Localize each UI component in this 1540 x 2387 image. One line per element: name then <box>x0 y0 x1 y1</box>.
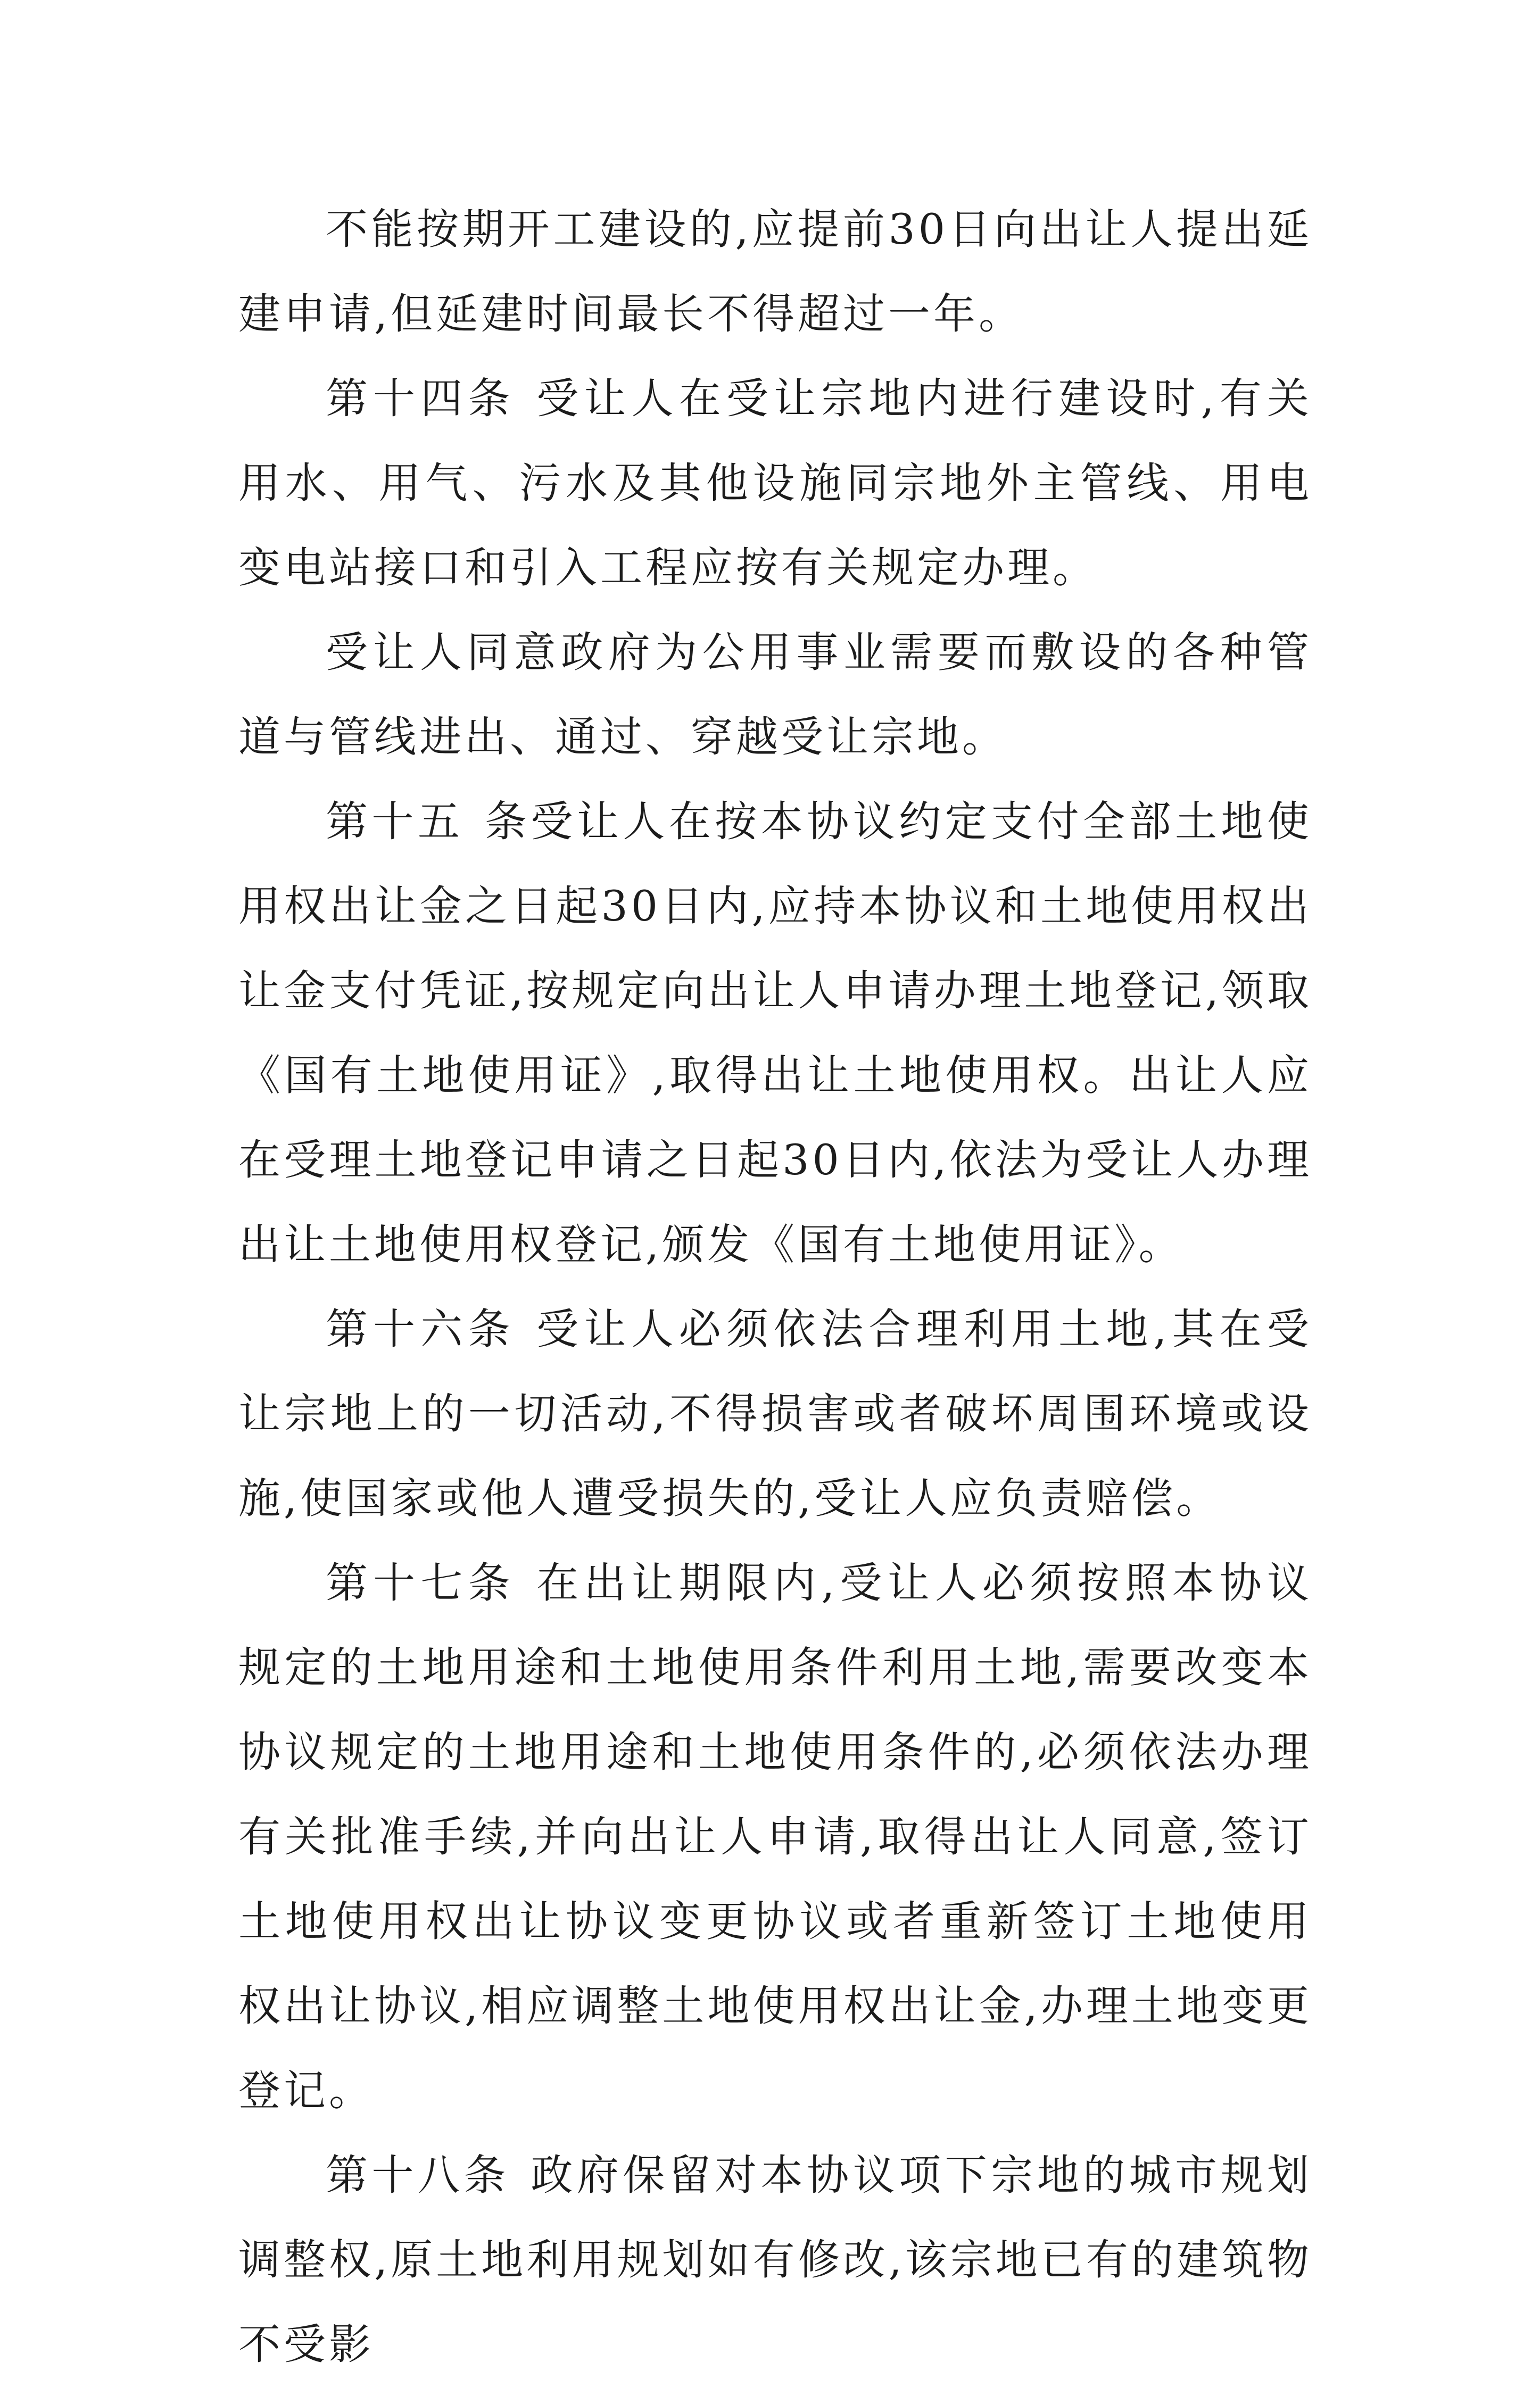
paragraph-text: 在出让期限内,受让人必须按照本协议规定的土地用途和土地使用条件利用土地,需要改变本协议规定的土地用途和土地使用条件的,必须依法办理有关批准手续,并向出让人申请,取得出让人同意,签订土地使用权出让协议变更协议或者重新签订土地使用权出让协议,相应调整土地使用权出让金,办理土地变更登记。 <box>238 1559 1312 2115</box>
article-number: 第十四条 <box>326 374 516 423</box>
paragraph-public-utilities <box>238 610 1312 780</box>
paragraph-article-18 <box>238 2133 1312 2387</box>
paragraph-article-16 <box>238 1287 1312 1541</box>
paragraph-extension-request <box>238 187 1312 357</box>
document-body <box>238 187 1312 2387</box>
paragraph-text: 不能按期开工建设的,应提前30日向出让人提出延建申请,但延建时间最长不得超过一年。 <box>238 205 1312 338</box>
paragraph-text: 受让人必须依法合理利用土地,其在受让宗地上的一切活动,不得损害或者破坏周围环境或设施,使国家或他人遭受损失的,受让人应负责赔偿。 <box>238 1305 1312 1523</box>
paragraph-article-17 <box>238 1541 1312 2133</box>
article-number: 第十五 <box>326 797 464 846</box>
article-number: 第十八条 <box>326 2151 510 2200</box>
paragraph-article-15 <box>238 780 1312 1287</box>
paragraph-text: 条受让人在按本协议约定支付全部土地使用权出让金之日起30日内,应持本协议和土地使用权出让金支付凭证,按规定向出让人申请办理土地登记,领取《国有土地使用证》,取得出让土地使用权。出让人应在受理土地登记申请之日起30日内,依法为受让人办理出让土地使用权登记,颁发《国有土地使用证》。 <box>238 797 1313 1269</box>
paragraph-text: 受让人在受让宗地内进行建设时,有关用水、用气、污水及其他设施同宗地外主管线、用电变电站接口和引入工程应按有关规定办理。 <box>238 374 1312 592</box>
article-number: 第十七条 <box>326 1559 516 1607</box>
paragraph-text: 政府保留对本协议项下宗地的城市规划调整权,原土地利用规划如有修改,该宗地已有的建筑物不受影 <box>238 2151 1313 2369</box>
article-number: 第十六条 <box>326 1305 516 1354</box>
paragraph-article-14 <box>238 357 1312 610</box>
paragraph-text: 受让人同意政府为公用事业需要而敷设的各种管道与管线进出、通过、穿越受让宗地。 <box>238 628 1312 761</box>
